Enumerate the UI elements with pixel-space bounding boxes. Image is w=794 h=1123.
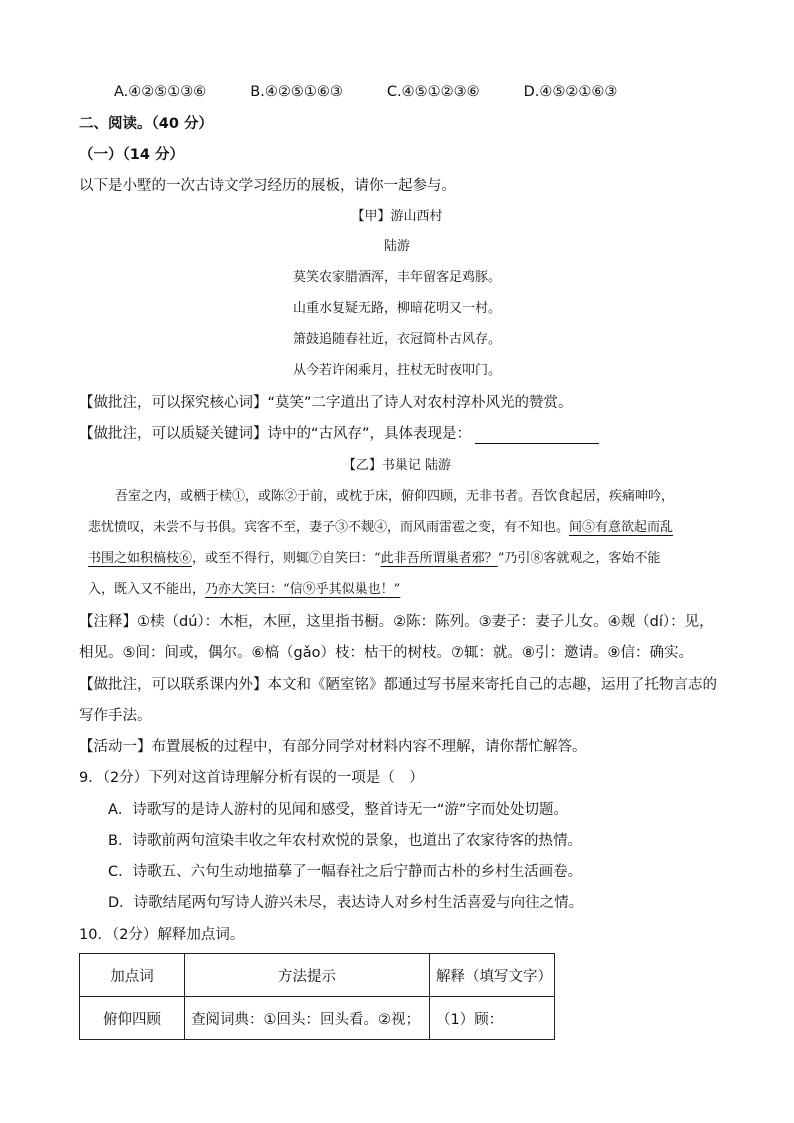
- annotation-note-2: [79, 424, 599, 444]
- prose-line-4-text: 入，既入又不能出，: [88, 582, 206, 597]
- prose-line-2: [88, 518, 673, 538]
- activity-one: 【活动一】布置展板的过程中，有部分同学对材料内容不理解，请你帮忙解答。: [79, 739, 587, 755]
- question-9-option-a[interactable]: A．诗歌写的是诗人游村的见闻和感受，整首诗无一“游”字而处处切题。: [108, 802, 568, 818]
- table-cell-method: 查阅词典：①回头：回头看。②视；: [185, 997, 430, 1040]
- question-10-stem: 10．（2分）解释加点词。: [79, 927, 245, 943]
- table-cell-word: 俯仰四顾: [80, 997, 185, 1040]
- prose-line-4: [88, 580, 400, 600]
- question-9-option-d[interactable]: D．诗歌结尾两句写诗人游兴未尽，表达诗人对乡村生活喜爱与向往之情。: [108, 895, 584, 911]
- table-row: [80, 997, 555, 1040]
- prose-line-3-text-b: ”乃引⑧客就观之，客始不能: [497, 551, 661, 566]
- poem-title: 【甲】游山西村: [351, 209, 443, 224]
- answer-options: [114, 82, 661, 102]
- question-9-option-c[interactable]: C．诗歌五、六句生动地描摹了一幅春社之后宁静而古朴的乡村生活画卷。: [108, 864, 583, 880]
- section-heading: 二、阅读。（40 分）: [79, 116, 213, 132]
- annotation-note-1: 【做批注，可以探究核心词】“莫笑”二字道出了诗人对农村淳朴风光的赞赏。: [79, 395, 573, 411]
- option-c: C.④⑤①②③⑥: [386, 84, 480, 100]
- prose-line-3: [88, 549, 660, 569]
- question-9-option-b[interactable]: B．诗歌前两句渲染丰收之年农村欢悦的景象，也道出了农家待客的热情。: [108, 833, 582, 849]
- part-heading: （一）（14 分）: [79, 147, 184, 163]
- header-cell: 加点词: [80, 954, 185, 997]
- prose-line-1: 吾室之内，或栖于椟①，或陈②于前，或枕于床，俯仰四顾，无非书者。吾饮食起居，疾痛呻吟，: [115, 489, 675, 504]
- header-cell: 方法提示: [185, 954, 430, 997]
- poem-author: 陆游: [383, 239, 410, 254]
- option-b: B.④②⑤①⑥③: [250, 84, 343, 100]
- prose-underlined-2: 书围之如积槁枝⑥: [88, 551, 193, 566]
- table-header-row: [80, 954, 555, 997]
- footnotes-line-1: 【注释】①椟（dú）：木柜，木匣，这里指书橱。②陈：陈列。③妻子：妻子儿女。④觌（dí）：见，: [79, 614, 714, 630]
- option-d: D.④⑤②①⑥③: [523, 84, 618, 100]
- prose-underlined-1: 间⑤有意欲起而乱: [569, 520, 674, 535]
- prose-underlined-4: 乃亦大笑曰：“信⑨乎其似巢也！”: [205, 582, 401, 597]
- poem-line-4: 从今若许闲乘月，拄杖无时夜叩门。: [292, 363, 501, 378]
- annotation-note-3: 【做批注，可以联系课内外】本文和《陋室铭》都通过写书屋来寄托自己的志趣，运用了托物言志的: [79, 677, 717, 693]
- header-cell: 解释（填写文字）: [430, 954, 555, 997]
- prose-underlined-3: 此非吾所谓巢者邪？: [380, 551, 498, 566]
- prose-title: 【乙】书巢记 陆游: [342, 458, 452, 473]
- poem-line-1: 莫笑农家腊酒浑，丰年留客足鸡豚。: [292, 270, 501, 285]
- table-cell-answer[interactable]: （1）顾：: [430, 997, 555, 1040]
- intro-text: 以下是小墅的一次古诗文学习经历的展板，请你一起参与。: [79, 178, 456, 194]
- footnotes-line-2: 相见。⑤间：间或，偶尔。⑥槁（gǎo）枝：枯干的树枝。⑦辄：就。⑧引：邀请。⑨信：确实。: [79, 645, 693, 661]
- option-a: A.④②⑤①③⑥: [114, 84, 207, 100]
- vocab-table: [79, 953, 555, 1040]
- prose-line-2-text: 悲忧愤叹，未尝不与书俱。宾客不至，妻子③不觌④，而风雨雷雹之变，有不知也。: [88, 520, 570, 535]
- poem-line-2: 山重水复疑无路，柳暗花明又一村。: [292, 301, 501, 316]
- note-2-text: 【做批注，可以质疑关键词】诗中的“古风存”，具体表现是：: [79, 426, 472, 442]
- answer-blank[interactable]: [475, 429, 599, 444]
- prose-line-3-text-a: ，或至不得行，则辄⑦自笑曰：“: [192, 551, 381, 566]
- question-9-stem: 9．（2分）下列对这首诗理解分析有误的一项是（ ）: [79, 770, 424, 786]
- annotation-note-3-cont: 写作手法。: [79, 708, 152, 724]
- poem-line-3: 箫鼓追随春社近，衣冠简朴古风存。: [292, 332, 501, 347]
